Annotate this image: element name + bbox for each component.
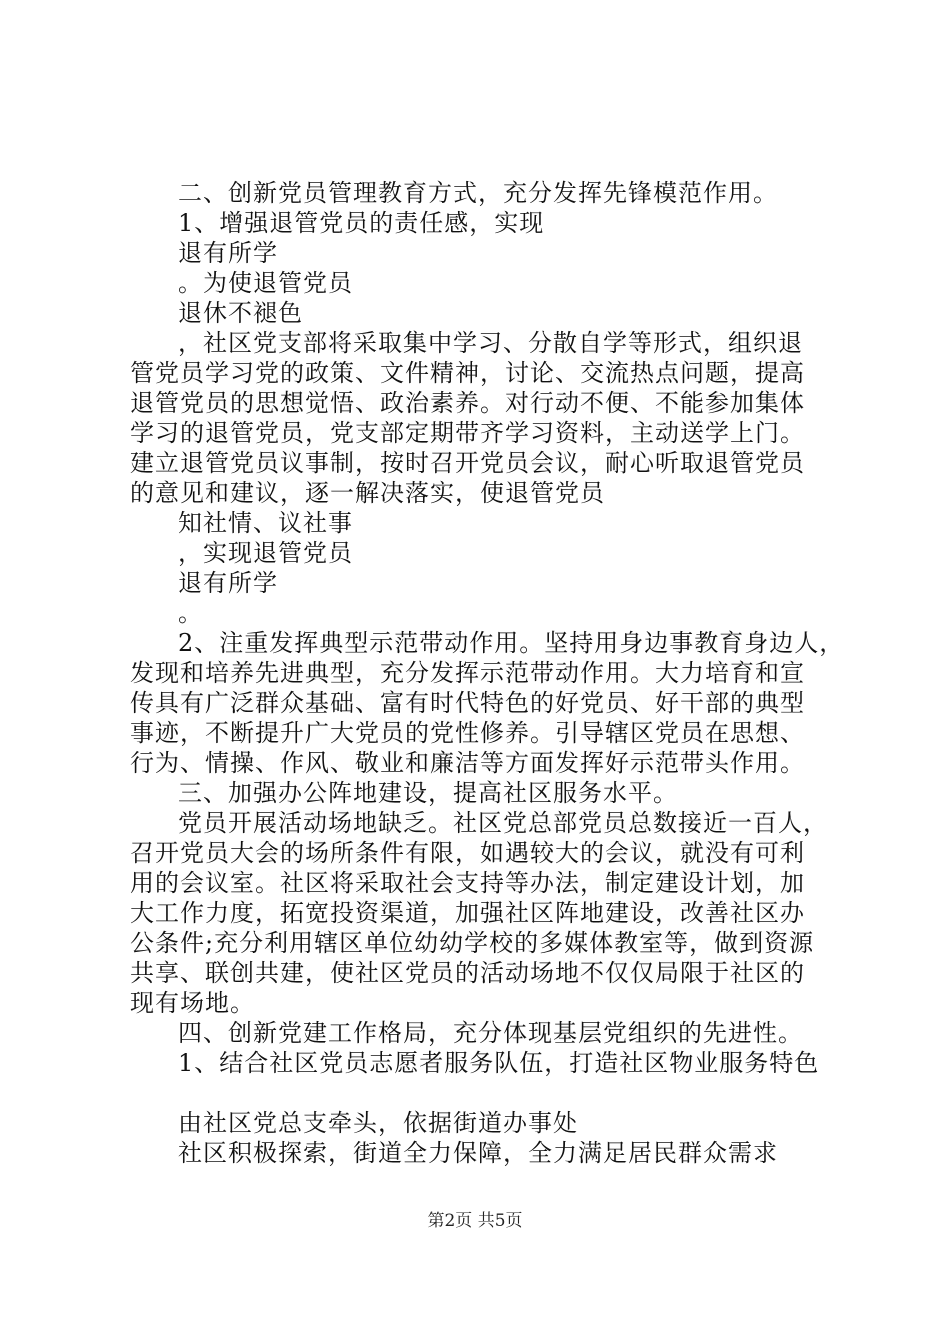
text-line: 退休不褪色 xyxy=(178,299,303,327)
text-line: 党员开展活动场地缺乏。社区党总部党员总数接近一百人， xyxy=(178,809,828,837)
paragraph-heading-2: 二、创新党员管理教育方式，充分发挥先锋模范作用。 xyxy=(178,179,778,207)
text-line: 大工作力度，拓宽投资渠道，加强社区阵地建设，改善社区办 xyxy=(130,899,805,927)
text-line: 公条件;充分利用辖区单位幼幼学校的多媒体教室等，做到资源 xyxy=(130,929,815,957)
text-line: 2、注重发挥典型示范带动作用。坚持用身边事教育身边人， xyxy=(178,629,845,657)
text-line: 1、增强退管党员的责任感，实现 xyxy=(178,209,545,237)
text-line: 1、结合社区党员志愿者服务队伍，打造社区物业服务特色 xyxy=(178,1049,820,1077)
text-line: 建立退管党员议事制，按时召开党员会议，耐心听取退管党员 xyxy=(130,449,805,477)
text-line: ，社区党支部将采取集中学习、分散自学等形式，组织退 xyxy=(178,329,803,357)
text-line: 现有场地。 xyxy=(130,989,255,1017)
text-line: 管党员学习党的政策、文件精神，讨论、交流热点问题，提高 xyxy=(130,359,805,387)
text-line: 退管党员的思想觉悟、政治素养。对行动不便、不能参加集体 xyxy=(130,389,805,417)
text-line: 共享、联创共建，使社区党员的活动场地不仅仅局限于社区的 xyxy=(130,959,805,987)
text-line: 由社区党总支牵头，依据街道办事处 xyxy=(178,1109,578,1137)
text-line: 知社情、议社事 xyxy=(178,509,353,537)
paragraph-heading-3: 三、加强办公阵地建设，提高社区服务水平。 xyxy=(178,779,678,807)
text-line: 行为、情操、作风、敬业和廉洁等方面发挥好示范带头作用。 xyxy=(130,749,805,777)
text-line: 传具有广泛群众基础、富有时代特色的好党员、好干部的典型 xyxy=(130,689,805,717)
text-line: 事迹，不断提升广大党员的党性修养。引导辖区党员在思想、 xyxy=(130,719,805,747)
text-line: 召开党员大会的场所条件有限，如遇较大的会议，就没有可利 xyxy=(130,839,805,867)
text-line: 退有所学 xyxy=(178,239,278,267)
text-line: ，实现退管党员 xyxy=(178,539,353,567)
text-line: 发现和培养先进典型，充分发挥示范带动作用。大力培育和宣 xyxy=(130,659,805,687)
text-line: 的意见和建议，逐一解决落实，使退管党员 xyxy=(130,479,605,507)
text-line: 退有所学 xyxy=(178,569,278,597)
paragraph-heading-4: 四、创新党建工作格局，充分体现基层党组织的先进性。 xyxy=(178,1019,803,1047)
text-line: 。 xyxy=(178,599,203,627)
text-line: 。为使退管党员 xyxy=(178,269,353,297)
text-line: 学习的退管党员，党支部定期带齐学习资料，主动送学上门。 xyxy=(130,419,805,447)
text-line: 社区积极探索，街道全力保障，全力满足居民群众需求 xyxy=(178,1139,778,1167)
text-line: 用的会议室。社区将采取社会支持等办法，制定建设计划，加 xyxy=(130,869,805,897)
page-number-footer: 第2页 共5页 xyxy=(427,1211,523,1231)
